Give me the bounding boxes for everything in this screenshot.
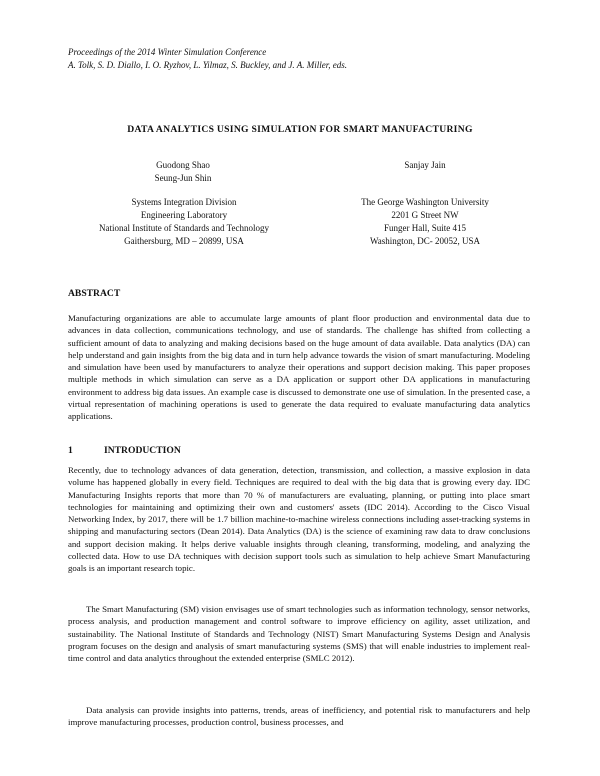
author-name: Sanjay Jain bbox=[404, 160, 446, 170]
authors-left bbox=[88, 159, 278, 185]
affiliation-line: 2201 G Street NW bbox=[391, 210, 459, 220]
affiliation-line: Systems Integration Division bbox=[131, 197, 237, 207]
author-name: Guodong Shao bbox=[156, 160, 210, 170]
affiliation-line: Engineering Laboratory bbox=[140, 210, 228, 220]
affiliation-line: Gaithersburg, MD – 20899, USA bbox=[124, 236, 244, 246]
affiliation-left bbox=[80, 196, 288, 248]
intro-paragraph-3: Data analysis can provide insights into patterns, trends, areas of inefficiency, and potential risk to manufacturers and help improve manufacturing processes, production control, business processes, and bbox=[68, 705, 530, 728]
author-name: Seung-Jun Shin bbox=[154, 173, 212, 183]
authors-right bbox=[345, 159, 505, 172]
affiliation-line: The George Washington University bbox=[361, 197, 489, 207]
proceedings-header bbox=[68, 46, 347, 72]
intro-paragraph-2: The Smart Manufacturing (SM) vision envisages use of smart technologies such as information technology, sensor networks, process analysis, and production management and control software to improve efficiency on agility, asset utilization, and sustainability. The National Institute of Standards and Technology (NIST) Smart Manufacturing Systems Design and Analysis program focuses on the design and analysis of smart manufacturing systems (SMS) that will enable industries to implement real-time control and data analytics throughout the extended enterprise (SMLC 2012). bbox=[68, 604, 530, 664]
section-number: 1 bbox=[68, 445, 73, 456]
proceedings-line-2: A. Tolk, S. D. Diallo, I. O. Ryzhov, L. Yilmaz, S. Buckley, and J. A. Miller, eds. bbox=[68, 60, 347, 70]
introduction-heading bbox=[68, 445, 181, 456]
abstract-heading: ABSTRACT bbox=[68, 288, 121, 299]
affiliation-line: Funger Hall, Suite 415 bbox=[384, 223, 466, 233]
intro-paragraph-1: Recently, due to technology advances of data generation, detection, transmission, and collection, a massive explosion in data volume has happened globally in every field. Techniques are required to deal with the big data that is growing every day. IDC Manufacturing Insights reports that more than 70 % of manufacturers are evaluating, planning, or putting into place smart technologies for maintaining and optimizing their own and customers' assets (IDC 2014). According to the Cisco Visual Networking Index, by 2017, there will be 1.7 billion machine-to-machine wireless connections including asset-tracking systems in shipping and manufacturing sectors (Dean 2014). Data Analytics (DA) is the science of examining raw data to draw conclusions and support decision making. It helps derive valuable insights through cleaning, transforming, modeling, and analyzing the collected data. How to use DA techniques with decision support tools such as simulation to help achieve Smart Manufacturing goals is an important research topic. bbox=[68, 465, 530, 574]
proceedings-line-1: Proceedings of the 2014 Winter Simulation Conference bbox=[68, 47, 267, 57]
affiliation-line: Washington, DC- 20052, USA bbox=[369, 236, 481, 246]
abstract-text: Manufacturing organizations are able to accumulate large amounts of plant floor production and environmental data due to advances in data collection, communications technology, and use of standards. The challenge has shifted from collecting a sufficient amount of data to analyzing and making decisions based on the huge amount of data available. Data analytics (DA) can help understand and gain insights from the big data and in turn help advance towards the vision of smart manufacturing. Modeling and simulation have been used by manufacturers to analyze their operations and support decision making. This paper proposes multiple methods in which simulation can serve as a DA application or support other DA applications in manufacturing environment to address big data issues. An example case is discussed to demonstrate one use of simulation. In the presented case, a virtual representation of machining operations is used to generate the data required to evaluate manufacturing data analytics applications. bbox=[68, 313, 530, 422]
affiliation-line: National Institute of Standards and Technology bbox=[99, 223, 269, 233]
paper-title: DATA ANALYTICS USING SIMULATION FOR SMART MANUFACTURING bbox=[127, 124, 473, 135]
affiliation-right bbox=[335, 196, 515, 248]
section-title: INTRODUCTION bbox=[104, 445, 181, 456]
